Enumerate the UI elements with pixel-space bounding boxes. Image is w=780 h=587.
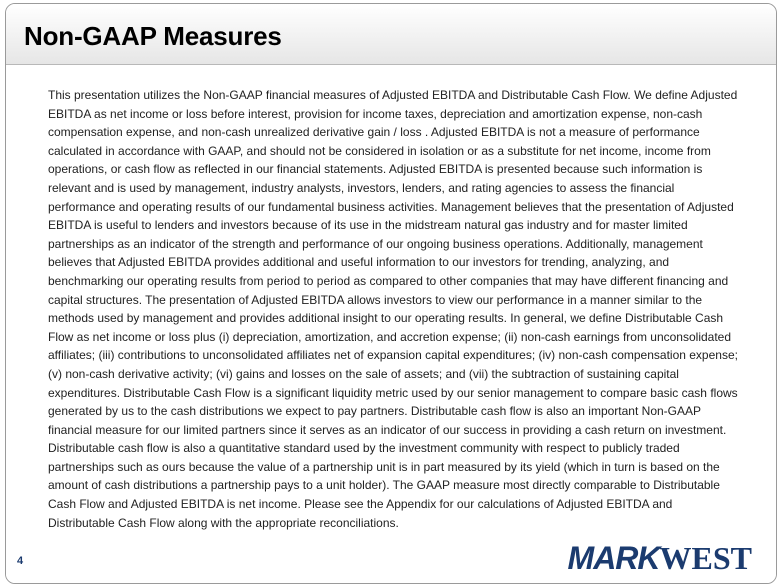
markwest-logo [568,541,752,575]
slide-header [6,4,776,65]
logo-mark: MARK [567,540,660,576]
page-number: 4 [17,555,24,567]
body-paragraph: This presentation utilizes the Non-GAAP financial measures of Adjusted EBITDA and Distributable Cash Flow. We define Adjusted EBITDA as net income or loss before interest, provision for income taxes, depreciation and amortization expense, non-cash compensation expense, and non-cash unrealized derivative gain / loss . Adjusted EBITDA is not a measure of performance calculated in accordance with GAAP, and should not be considered in isolation or as a substitute for net income, income from operations, or cash flow as reflected in our financial statements. Adjusted EBITDA is presented because such information is relevant and is used by management, industry analysts, investors, lenders, and rating agencies to assess the financial performance and operating results of our fundamental business activities. Management believes that the presentation of Adjusted EBITDA is useful to lenders and investors because of its use in the midstream natural gas industry and for master limited partnerships as an indicator of the strength and performance of our ongoing business operations. Additionally, management believes that Adjusted EBITDA provides additional and useful information to our investors for trending, analyzing, and benchmarking our operating results from period to period as compared to other companies that may have different financing and capital structures. The presentation of Adjusted EBITDA allows investors to view our performance in a manner similar to the methods used by management and provides additional insight to our operating results. In general, we define Distributable Cash Flow as net income or loss plus (i) depreciation, amortization, and accretion expense; (ii) non-cash earnings from unconsolidated affiliates; (iii) contributions to unconsolidated affiliates net of expansion capital expenditures; (iv) non-cash compensation expense; (v) non-cash derivative activity; (vi) gains and losses on the sale of assets; and (vii) the subtraction of sustaining capital expenditures. Distributable Cash Flow is a significant liquidity metric used by our senior management to compare basic cash flows generated by us to the cash distributions we expect to pay partners. Distributable cash flow is also an important Non-GAAP financial measure for our limited partners since it serves as an indicator of our success in providing a cash return on investment. Distributable cash flow is also a quantitative standard used by the investment community with respect to publicly traded partnerships such as ours because the value of a partnership unit is in part measured by its yield (which in turn is based on the amount of cash distributions a partnership pays to a unit holder). The GAAP measure most directly comparable to Distributable Cash Flow and Adjusted EBITDA is net income. Please see the Appendix for our calculations of Adjusted EBITDA and Distributable Cash Flow along with the appropriate reconciliations. [48,88,738,530]
slide-footer [6,533,776,583]
slide [5,3,777,584]
logo-west: WEST [659,540,752,576]
page-title: Non-GAAP Measures [24,21,282,51]
